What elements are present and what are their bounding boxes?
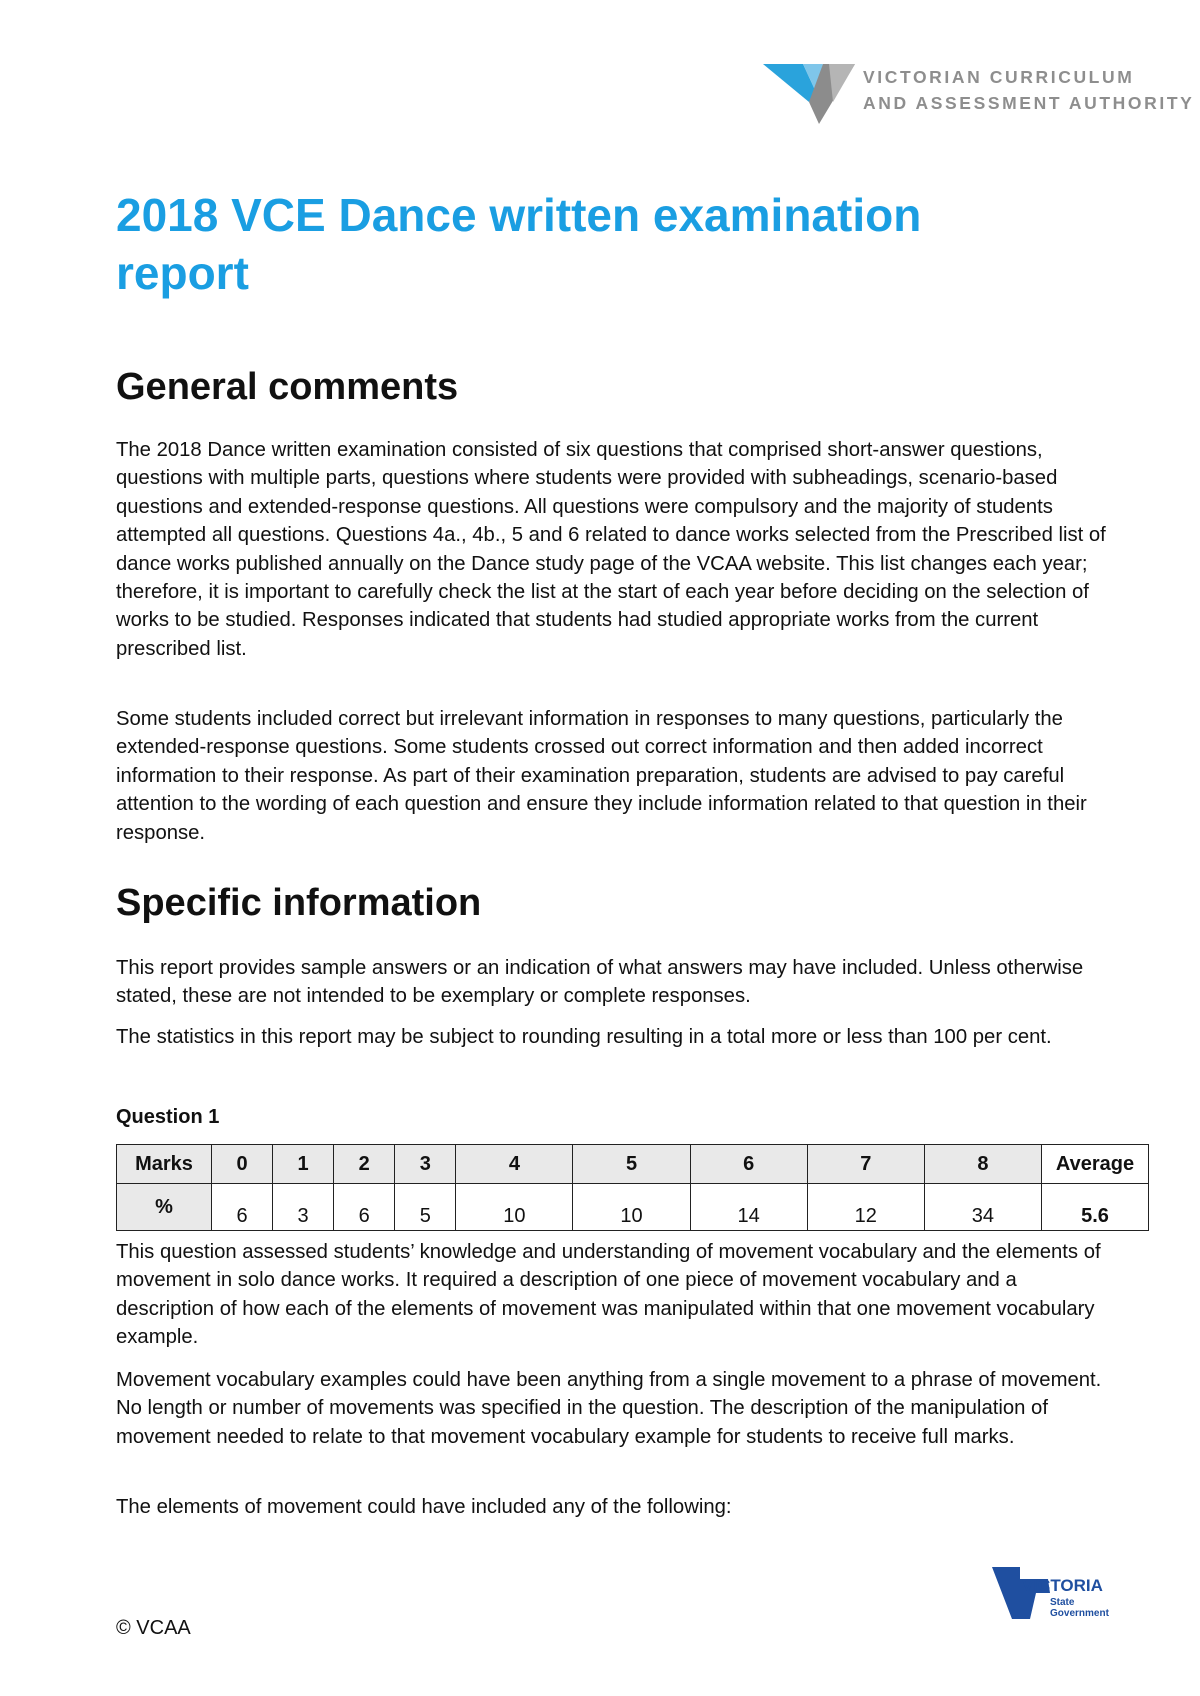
mark-cell: 4 bbox=[456, 1145, 573, 1184]
general-comments-heading: General comments bbox=[116, 366, 459, 408]
percent-cell: 10 bbox=[573, 1184, 690, 1231]
percent-cell: 34 bbox=[924, 1184, 1041, 1231]
percent-cell: 6 bbox=[334, 1184, 395, 1231]
page-title: 2018 VCE Dance written examination report bbox=[116, 189, 922, 299]
percent-cell: 14 bbox=[690, 1184, 807, 1231]
general-paragraph-1: The 2018 Dance written examination consisted of six questions that comprised short-answer questions, questions with multiple parts, questions where students were provided with subheadings, scenario-based questions and extended-response questions. All questions were compulsory and the majority of students attempted all questions. Questions 4a., 4b., 5 and 6 related to dance works selected from the Prescribed list of dance works published annually on the Dance study page of the VCAA website. This list changes each year; therefore, it is important to carefully check the list at the start of each year before deciding on the selection of works to be studied. Responses indicated that students had studied appropriate works from the current prescribed list. bbox=[116, 439, 1106, 660]
vcaa-chevron-icon bbox=[763, 62, 859, 124]
marks-label-cell: Marks bbox=[117, 1145, 212, 1184]
average-label-cell: Average bbox=[1042, 1145, 1149, 1184]
question-1-paragraph-1: This question assessed students’ knowledge and understanding of movement vocabulary and the elements of movement in solo dance works. It required a description of one piece of movement vocabulary and a description of how each of the elements of movement was manipulated within that one movement vocabulary example. bbox=[116, 1241, 1101, 1349]
gov-logo-line-1: VICTORIA bbox=[1022, 1576, 1103, 1595]
percent-cell: 10 bbox=[456, 1184, 573, 1231]
specific-information-heading: Specific information bbox=[116, 882, 482, 924]
mark-cell: 3 bbox=[395, 1145, 456, 1184]
gov-logo-line-2: State bbox=[1050, 1597, 1075, 1608]
marks-row bbox=[117, 1145, 1149, 1184]
mark-cell: 5 bbox=[573, 1145, 690, 1184]
percent-row bbox=[117, 1184, 1149, 1231]
copyright-footer: © VCAA bbox=[116, 1617, 191, 1639]
question-1-paragraph-3: The elements of movement could have included any of the following: bbox=[116, 1496, 732, 1518]
mark-cell: 7 bbox=[807, 1145, 924, 1184]
org-line-2: AND ASSESSMENT AUTHORITY bbox=[863, 93, 1195, 113]
question-1-paragraph-2: Movement vocabulary examples could have been anything from a single movement to a phrase of movement. No length or number of movements was specified in the question. The description of the manipulation of movement needed to relate to that movement vocabulary example for students to receive full marks. bbox=[116, 1369, 1102, 1448]
mark-cell: 8 bbox=[924, 1145, 1041, 1184]
victoria-state-government-logo bbox=[990, 1565, 1109, 1621]
specific-paragraph-2: The statistics in this report may be subject to rounding resulting in a total more or less than 100 per cent. bbox=[116, 1026, 1052, 1048]
mark-cell: 0 bbox=[212, 1145, 273, 1184]
percent-cell: 12 bbox=[807, 1184, 924, 1231]
org-line-1: VICTORIAN CURRICULUM bbox=[863, 67, 1135, 87]
mark-cell: 2 bbox=[334, 1145, 395, 1184]
vcaa-logo bbox=[763, 62, 1195, 124]
specific-paragraph-1: This report provides sample answers or an indication of what answers may have included. Unless otherwise stated, these are not intended to be exemplary or complete responses. bbox=[116, 957, 1084, 1008]
percent-cell: 3 bbox=[273, 1184, 334, 1231]
percent-label-cell: % bbox=[117, 1184, 212, 1231]
mark-cell: 6 bbox=[690, 1145, 807, 1184]
percent-cell: 5 bbox=[395, 1184, 456, 1231]
average-value-cell: 5.6 bbox=[1042, 1184, 1149, 1231]
question-1-heading: Question 1 bbox=[116, 1106, 220, 1128]
vcaa-org-name bbox=[863, 64, 1194, 116]
question-1-marks-table bbox=[116, 1144, 1149, 1231]
general-paragraph-2: Some students included correct but irrelevant information in responses to many questions, particularly the extended-response questions. Some students crossed out correct information and then added incorrect information to their response. As part of their examination preparation, students are advised to pay careful attention to the wording of each question and ensure they include information related to that question in their response. bbox=[116, 708, 1087, 844]
mark-cell: 1 bbox=[273, 1145, 334, 1184]
percent-cell: 6 bbox=[212, 1184, 273, 1231]
gov-logo-line-3: Government bbox=[1050, 1608, 1109, 1619]
